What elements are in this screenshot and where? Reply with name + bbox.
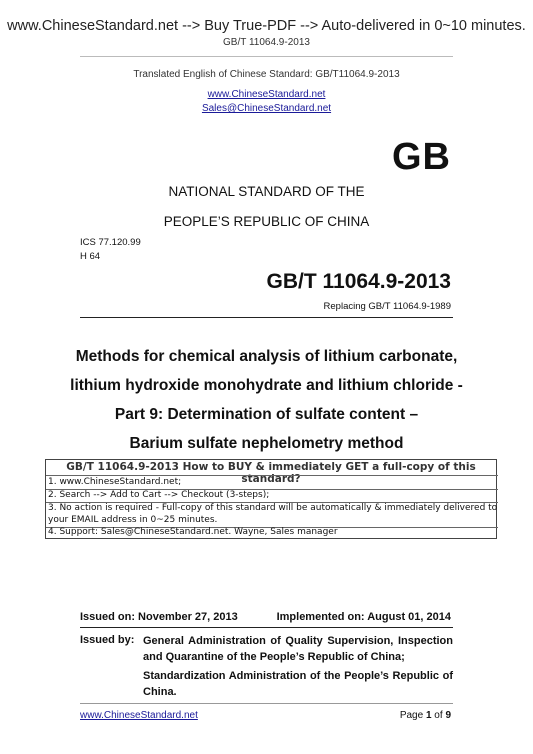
title-line2: lithium hydroxide monohydrate and lithium chloride - <box>70 377 463 394</box>
national-standard-line2: PEOPLE’S REPUBLIC OF CHINA <box>163 214 370 229</box>
translation-website-link[interactable]: www.ChineseStandard.net <box>207 89 326 100</box>
national-standard-line1: NATIONAL STANDARD OF THE <box>168 184 365 199</box>
title-line3: Part 9: Determination of sulfate content – <box>114 406 419 423</box>
page-current: 1 <box>425 710 432 721</box>
buy-step-3-continued: your EMAIL address in 0~25 minutes. <box>48 515 218 525</box>
page-number <box>400 710 451 721</box>
issued-on: Issued on: November 27, 2013 <box>80 611 238 623</box>
header-banner: www.ChineseStandard.net --> Buy True-PDF --> Auto-delivered in 0~10 minutes. <box>7 18 526 34</box>
issuer-1: General Administration of Quality Supervision, Inspection and Quarantine of the People’s Republic of China; <box>143 635 453 663</box>
buy-step-1[interactable]: 1. www.ChineseStandard.net; <box>48 477 182 487</box>
translation-email-link[interactable]: Sales@ChineseStandard.net <box>201 103 332 114</box>
page-total: 9 <box>445 710 451 721</box>
translation-line: Translated English of Chinese Standard: GB/T11064.9-2013 <box>133 69 400 80</box>
translation-email-row <box>0 98 533 116</box>
buy-step-3: 3. No action is required - Full-copy of this standard will be automatically & immediately delivered to <box>48 503 498 513</box>
buy-box-heading: GB/T 11064.9-2013 How to BUY & immediately GET a full-copy of this standard? <box>66 461 476 485</box>
gb-logo: GB <box>392 136 451 178</box>
title-line1: Methods for chemical analysis of lithium carbonate, <box>75 348 458 365</box>
class-code: H 64 <box>80 251 101 262</box>
buy-instructions-box <box>45 459 497 539</box>
buy-step-2: 2. Search --> Add to Cart --> Checkout (3-steps); <box>48 490 270 500</box>
footer-divider <box>80 703 453 704</box>
issued-by-label: Issued by: <box>80 634 135 646</box>
footer-website-link[interactable]: www.ChineseStandard.net <box>80 710 198 721</box>
page-mid: of <box>431 710 446 721</box>
title-line4: Barium sulfate nephelometry method <box>129 435 404 452</box>
replacing-note: Replacing GB/T 11064.9-1989 <box>323 301 451 312</box>
ics-code: ICS 77.120.99 <box>80 237 141 248</box>
standard-divider <box>80 317 453 318</box>
buy-step-4: 4. Support: Sales@ChineseStandard.net. Wayne, Sales manager <box>48 527 338 537</box>
issuer-2: Standardization Administration of the People’s Republic of China. <box>143 670 453 698</box>
buy-box-divider <box>46 475 498 476</box>
standard-number: GB/T 11064.9-2013 <box>266 270 451 293</box>
header-doc-id: GB/T 11064.9-2013 <box>223 37 310 48</box>
page-prefix: Page <box>399 710 426 721</box>
issue-divider <box>80 627 453 628</box>
implemented-on: Implemented on: August 01, 2014 <box>276 611 451 623</box>
header-divider <box>80 56 453 57</box>
